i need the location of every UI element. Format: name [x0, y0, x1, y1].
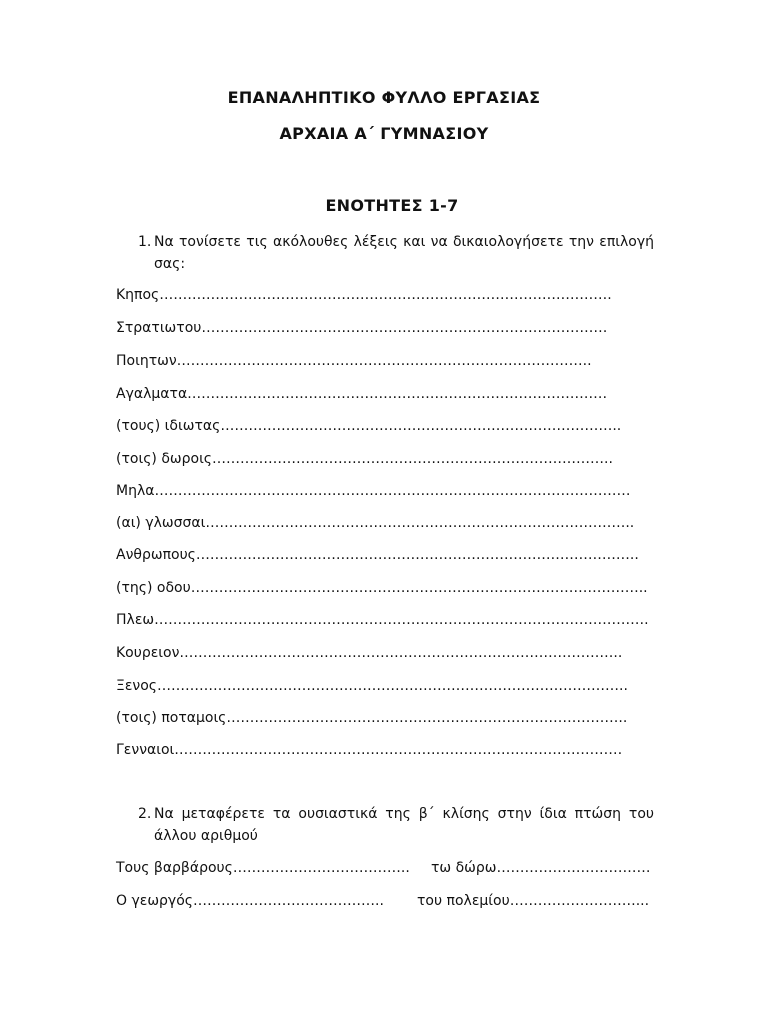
exercise-1-item: Γενναιοι…………………………………………………………………………………… — [116, 742, 623, 758]
exercise-2-text: Να μεταφέρετε τα ουσιαστικά της β΄ κλίσης στην ίδια πτώση του άλλου αριθμού — [154, 806, 654, 844]
exercise-1-item: (της) οδου…………………………………………………………………………………….. — [116, 580, 648, 596]
exercise-1-item: Κηπος……………………………………………………………………………………. — [116, 287, 612, 303]
exercise-1-item: Κουρειον………………………………………………………………………………….. — [116, 645, 623, 661]
exercise-1-item: Πλεω……………………………………………………………………………………………. — [116, 612, 649, 628]
exercise-2-number: 2. — [138, 806, 152, 822]
exercise-2-instruction — [138, 803, 654, 847]
exercise-1-item: (τοις) δωροις………………………………………………………………………….. — [116, 451, 613, 467]
exercise-1-text: Να τονίσετε τις ακόλουθες λέξεις και να δικαιολογήσετε την επιλογή σας: — [154, 234, 654, 272]
exercise-1-item: Στρατιωτου…………………………………………………………………………… — [116, 320, 608, 336]
exercise-1-item: Ποιητων…………………………………………………………………………….. — [116, 353, 592, 369]
exercise-1-instruction — [138, 231, 654, 275]
exercise-1-item: Αγαλματα……………………………………………………………………………… — [116, 386, 608, 402]
exercise-1-item: (αι) γλωσσαι……………………………………………………………………………….. — [116, 515, 635, 531]
exercise-1-item: (τους) ιδιωτας………………………………………………………………………….. — [116, 418, 622, 434]
exercise-2-right-item: τω δώρω…………………………… — [431, 860, 651, 876]
exercise-2-right-item: του πολεμίου………………………... — [417, 893, 650, 909]
exercise-1-item: Μηλα………………………………………………………………………………………… — [116, 483, 631, 499]
worksheet-title: ΕΠΑΝΑΛΗΠΤΙΚΟ ΦΥΛΛΟ ΕΡΓΑΣΙΑΣ — [227, 88, 541, 107]
exercise-1-item: Ξενος……………………………………………………………………………………….. — [116, 678, 628, 694]
worksheet-subtitle: ΑΡΧΑΙΑ Α΄ ΓΥΜΝΑΣΙΟΥ — [279, 124, 489, 143]
exercise-1-item: Ανθρωπους………………………………………………………………………………….. — [116, 547, 639, 563]
exercise-2-left-item: Τους βαρβάρους……………………………….. — [116, 860, 410, 876]
exercise-2-left-item: Ο γεωργός………………………………….. — [116, 893, 384, 909]
exercise-1-item: (τοις) ποταμοις………………………………………………………………………….. — [116, 710, 628, 726]
section-title: ΕΝΟΤΗΤΕΣ 1-7 — [325, 196, 459, 215]
exercise-1-number: 1. — [138, 234, 152, 250]
